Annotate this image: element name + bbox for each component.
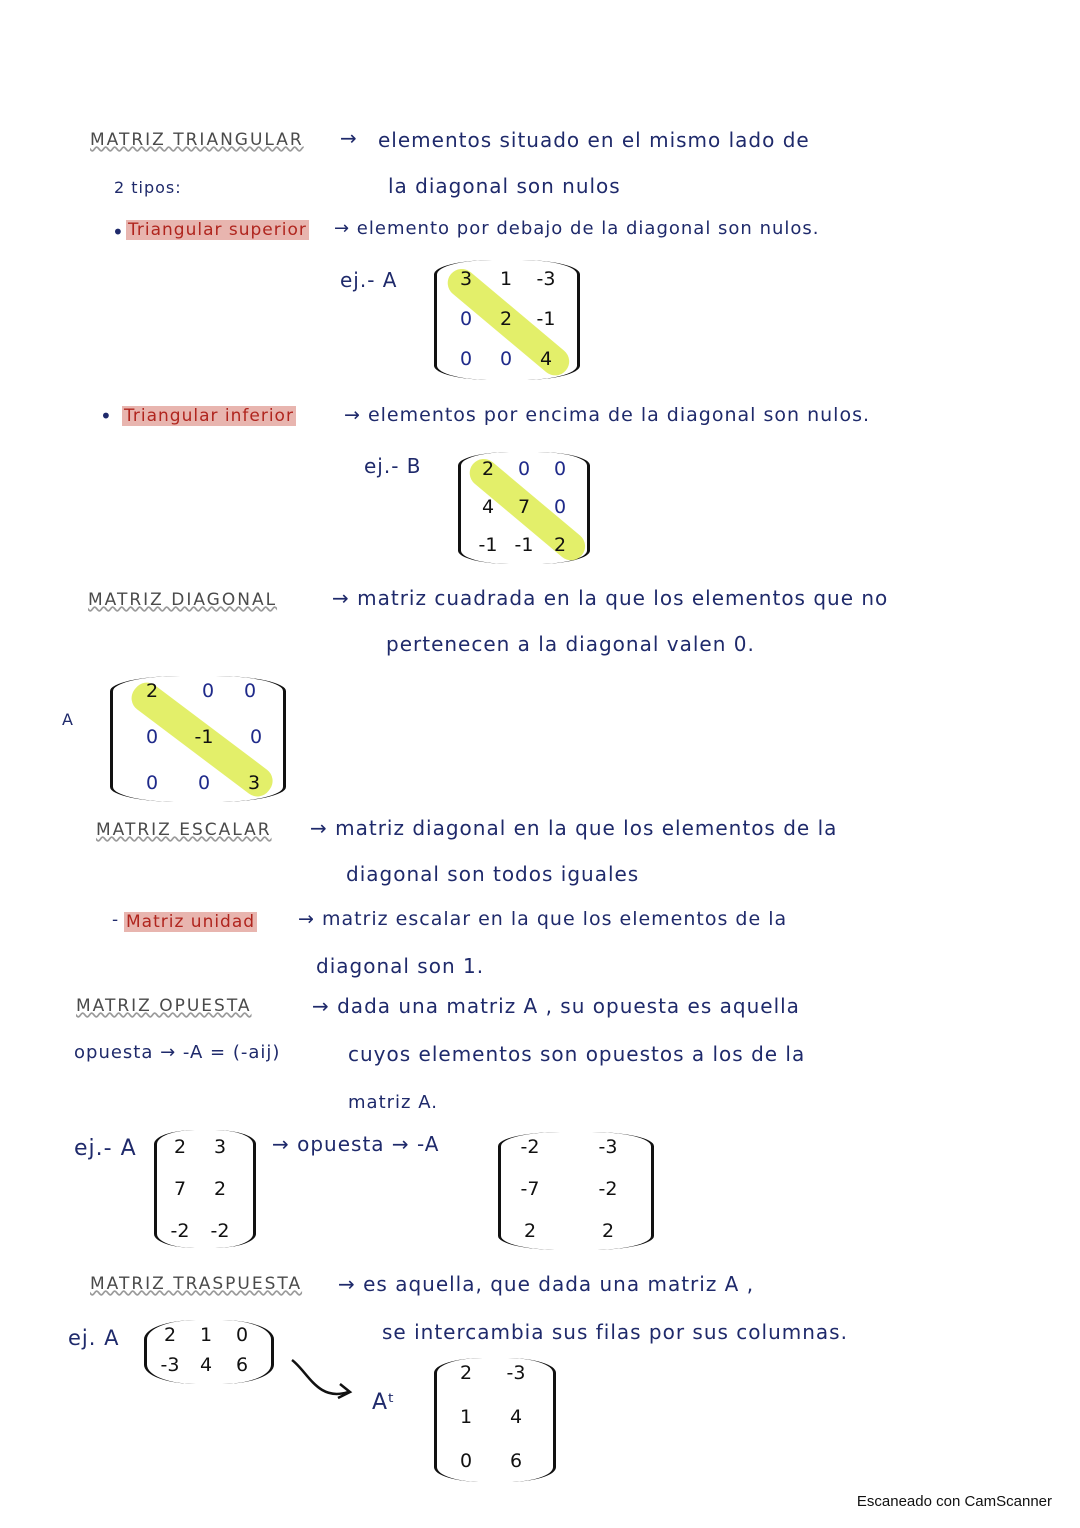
superior-example-label: ej.- A	[340, 268, 398, 292]
opuesta-formula: opuesta → -A = (-aij)	[74, 1042, 281, 1063]
diagonal-line2: pertenecen a la diagonal valen 0.	[386, 632, 755, 656]
opuesta-arrow-text: → opuesta → -A	[272, 1132, 440, 1156]
matrix-cell: -2	[598, 1178, 618, 1200]
triangular-superior-label: Triangular superior	[128, 220, 307, 240]
traspuesta-line2: se intercambia sus filas por sus columnas.	[382, 1320, 848, 1344]
matrix-cell: 2	[553, 534, 567, 556]
matrix-cell: 0	[201, 680, 215, 702]
notebook-page	[48, 60, 1034, 1484]
triangular-superior-text: → elemento por debajo de la diagonal son nulos.	[334, 218, 820, 239]
matrix-cell: 6	[509, 1450, 523, 1472]
matriz-unidad-label: Matriz unidad	[126, 912, 256, 932]
matrix-cell: 0	[459, 348, 473, 370]
traspuesta-title: MATRIZ TRASPUESTA	[90, 1274, 303, 1294]
triangular-line2: la diagonal son nulos	[388, 174, 621, 198]
matrix-cell: 0	[145, 726, 159, 748]
matrix-cell: 3	[213, 1136, 227, 1158]
matrix-cell: 0	[249, 726, 263, 748]
matrix-cell: 2	[523, 1220, 537, 1242]
matrix-cell: 0	[553, 496, 567, 518]
opuesta-line3: matriz A.	[348, 1092, 438, 1113]
matrix-cell: -1	[536, 308, 556, 330]
bullet: •	[112, 220, 125, 244]
traspuesta-matrix-a	[144, 1320, 274, 1384]
matrix-cell: 6	[235, 1354, 249, 1376]
matrix-cell: 7	[173, 1178, 187, 1200]
inferior-matrix	[458, 452, 590, 564]
matrix-cell: 2	[459, 1362, 473, 1384]
traspuesta-line1: → es aquella, que dada una matriz A ,	[338, 1272, 755, 1296]
bullet: •	[100, 404, 113, 428]
matrix-cell: 0	[499, 348, 513, 370]
matrix-cell: 0	[517, 458, 531, 480]
diagonal-title: MATRIZ DIAGONAL	[88, 590, 278, 610]
traspuesta-matrix-t	[434, 1358, 556, 1482]
matrix-cell: -1	[514, 534, 534, 556]
matrix-cell: 0	[235, 1324, 249, 1346]
opuesta-matrix-neg	[498, 1132, 654, 1250]
diagonal-line1: → matriz cuadrada en la que los elementos que no	[332, 586, 889, 610]
opuesta-line2: cuyos elementos son opuestos a los de la	[348, 1042, 806, 1066]
matrix-cell: 4	[509, 1406, 523, 1428]
matrix-cell: 7	[517, 496, 531, 518]
triangular-types: 2 tipos:	[114, 178, 182, 197]
traspuesta-example-label: ej. A	[68, 1326, 120, 1350]
matrix-cell: 0	[459, 308, 473, 330]
matrix-cell: 0	[145, 772, 159, 794]
matrix-cell: -1	[194, 726, 214, 748]
matrix-cell: 2	[601, 1220, 615, 1242]
matrix-cell: -2	[520, 1136, 540, 1158]
diagonal-matrix-label: A	[62, 710, 74, 729]
matrix-cell: 3	[459, 268, 473, 290]
matrix-cell: -3	[536, 268, 556, 290]
matrix-cell: -3	[160, 1354, 180, 1376]
matrix-cell: 0	[459, 1450, 473, 1472]
opuesta-matrix-a	[154, 1130, 256, 1248]
matrix-cell: 2	[173, 1136, 187, 1158]
matrix-cell: 0	[553, 458, 567, 480]
camscanner-footer: Escaneado con CamScanner	[856, 1493, 1052, 1510]
triangular-arrow: →	[340, 126, 358, 150]
opuesta-title: MATRIZ OPUESTA	[76, 996, 252, 1016]
triangular-title: MATRIZ TRIANGULAR	[90, 130, 304, 150]
triangular-inferior-text: → elementos por encima de la diagonal son nulos.	[344, 404, 871, 426]
matrix-cell: 2	[213, 1178, 227, 1200]
curved-arrow-icon	[288, 1352, 368, 1412]
matrix-cell: -3	[506, 1362, 526, 1384]
matrix-cell: 3	[247, 772, 261, 794]
triangular-inferior-label: Triangular inferior	[124, 406, 294, 426]
transpose-result-label: Aᵗ	[372, 1390, 396, 1415]
matrix-cell: 4	[199, 1354, 213, 1376]
matrix-cell: 0	[197, 772, 211, 794]
matrix-cell: -2	[170, 1220, 190, 1242]
opuesta-line1: → dada una matriz A , su opuesta es aquella	[312, 994, 800, 1018]
matrix-cell: 1	[199, 1324, 213, 1346]
superior-matrix	[434, 260, 580, 380]
matrix-cell: 2	[145, 680, 159, 702]
matrix-cell: 1	[499, 268, 513, 290]
unidad-line1: → matriz escalar en la que los elementos de la	[298, 908, 788, 930]
matrix-cell: 2	[481, 458, 495, 480]
matrix-cell: 2	[163, 1324, 177, 1346]
diagonal-matrix	[110, 676, 286, 802]
matrix-cell: -7	[520, 1178, 540, 1200]
unidad-line2: diagonal son 1.	[316, 954, 485, 978]
escalar-line1: → matriz diagonal en la que los elementos de la	[310, 816, 838, 840]
dash: -	[112, 910, 120, 930]
inferior-example-label: ej.- B	[364, 454, 422, 478]
matrix-cell: -1	[478, 534, 498, 556]
matrix-cell: 4	[539, 348, 553, 370]
matrix-cell: 0	[243, 680, 257, 702]
matrix-cell: -2	[210, 1220, 230, 1242]
matrix-cell: 4	[481, 496, 495, 518]
matrix-cell: -3	[598, 1136, 618, 1158]
escalar-title: MATRIZ ESCALAR	[96, 820, 272, 840]
matrix-cell: 1	[459, 1406, 473, 1428]
opuesta-example-label: ej.- A	[74, 1136, 137, 1161]
escalar-line2: diagonal son todos iguales	[346, 862, 640, 886]
matrix-cell: 2	[499, 308, 513, 330]
triangular-line1: elementos situado en el mismo lado de	[378, 128, 810, 152]
